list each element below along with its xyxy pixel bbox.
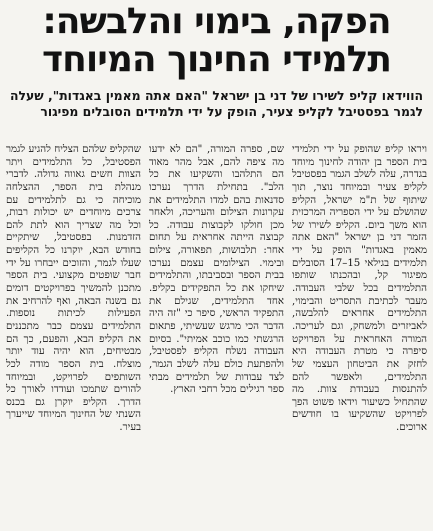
article-body [6, 144, 427, 528]
article-subheadline: הווידאו קליפ לשירו של דני בן ישראל "האם אתה מאמין באגדות", שעלה לגמר בפסטיבל לקליפ צעיר, הופק על ידי תלמידים הסובלים מפיגור [10, 88, 423, 119]
body-column-left [6, 144, 141, 528]
headline-line-1: הפקה, בימוי והלבשה: [42, 1, 391, 42]
headline-line-2: תלמידי החינוך המיוחד [41, 39, 392, 80]
column-left-text: שהקליפ שלהם הצליח להגיע לגמר הפסטיבל, כל התלמידים ויתר הצוות חשים גאווה גדולה. לדברי מנהלת בית הספר, ההצלחה מוכיחה כי גם לתלמידים עם צרכים מיוחדים יש יכולות רבות, וכל מה שצריך הוא לתת להם הזדמנות. בפסטיבל, שיתקיים בחודש הבא, יוקרנו כל הקליפים שעלו לגמר, והזוכים ייבחרו על ידי חבר שופטים מקצועי. בית הספר מתכנן להמשיך בפרויקטים דומים גם בשנה הבאה, ואף להרחיב את הפעילות לכיתות נוספות. התלמידים עצמם כבר מתכננים את הקליפ הבא, והפעם, כך הם מבטיחים, הוא יהיה עוד יותר מוצלח. בית הספר מודה לכל השותפים לפרויקט, ובמיוחד להורים שתמכו ועודדו לאורך כל הדרך. הקליפ יוקרן גם בכנס השנתי של החינוך המיוחד שייערך בעיר. [6, 144, 141, 434]
article-headline [6, 1, 427, 80]
body-column-middle [149, 144, 284, 528]
column-middle-text: שם, ספרה המורה, "הם לא ידעו מה ציפה להם, אבל מהר מאוד הם התלהבו והשקיעו את כל הלב". בתחילת הדרך נערכו סדנאות בהם למדו התלמידים את עקרונות הצילום והעריכה, ולאחר מכן חולקו לקבוצות עבודה. כל קבוצה הייתה אחראית על תחום אחר: תלבושות, תפאורה, צילום ובימוי. הצילומים עצמם נערכו בבית הספר ובסביבתו, והתלמידים שיחקו את כל התפקידים בקליפ. אחד התלמידים, שגילם את התפקיד הראשי, סיפר כי "זה היה הדבר הכי מרגש שעשיתי, פתאום הרגשתי כמו כוכב אמיתי". בסיום העבודה נשלח הקליפ לפסטיבל, ולהפתעת כולם עלה לשלב הגמר, לצד עבודות של תלמידים מבתי ספר רגילים מכל רחבי הארץ. [149, 144, 284, 396]
column-right-text: ויראו קליפ שהופק על ידי תלמידי בית הספר בן יהודה לחינוך מיוחד בגדרה, עלה לשלב הגמר בפסטיבל לקליפ צעיר ובמיוחד נוצר, תוך שיתוף של ת"מ ישראל, הקליפ שהושלם על ידי הספריה המרכזית הוא משך ביום. הקליפ לשירו של הזמר דני בן ישראל "האם אתה מאמין באגדות" הופק על ידי תלמידים בגילאי 15–17 הסובלים מפיגור קל, ובהכנתו שותפו התלמידים בכל שלבי העבודה. מעבר לכתיבת התסריט והבימוי, התלמידים אחראים להלבשה, לאביזרים ולמשחק, וגם לעריכה. המורה האחראית על הפרויקט סיפרה כי מטרת העבודה היא לחזק את הביטחון העצמי של התלמידים, ולאפשר להם להתנסות בעבודת צוות. מה שהתחיל כשיעור וידאו פשוט הפך לפרויקט שהשקיעו בו חודשים ארוכים. [292, 144, 427, 434]
body-column-right [292, 144, 427, 528]
